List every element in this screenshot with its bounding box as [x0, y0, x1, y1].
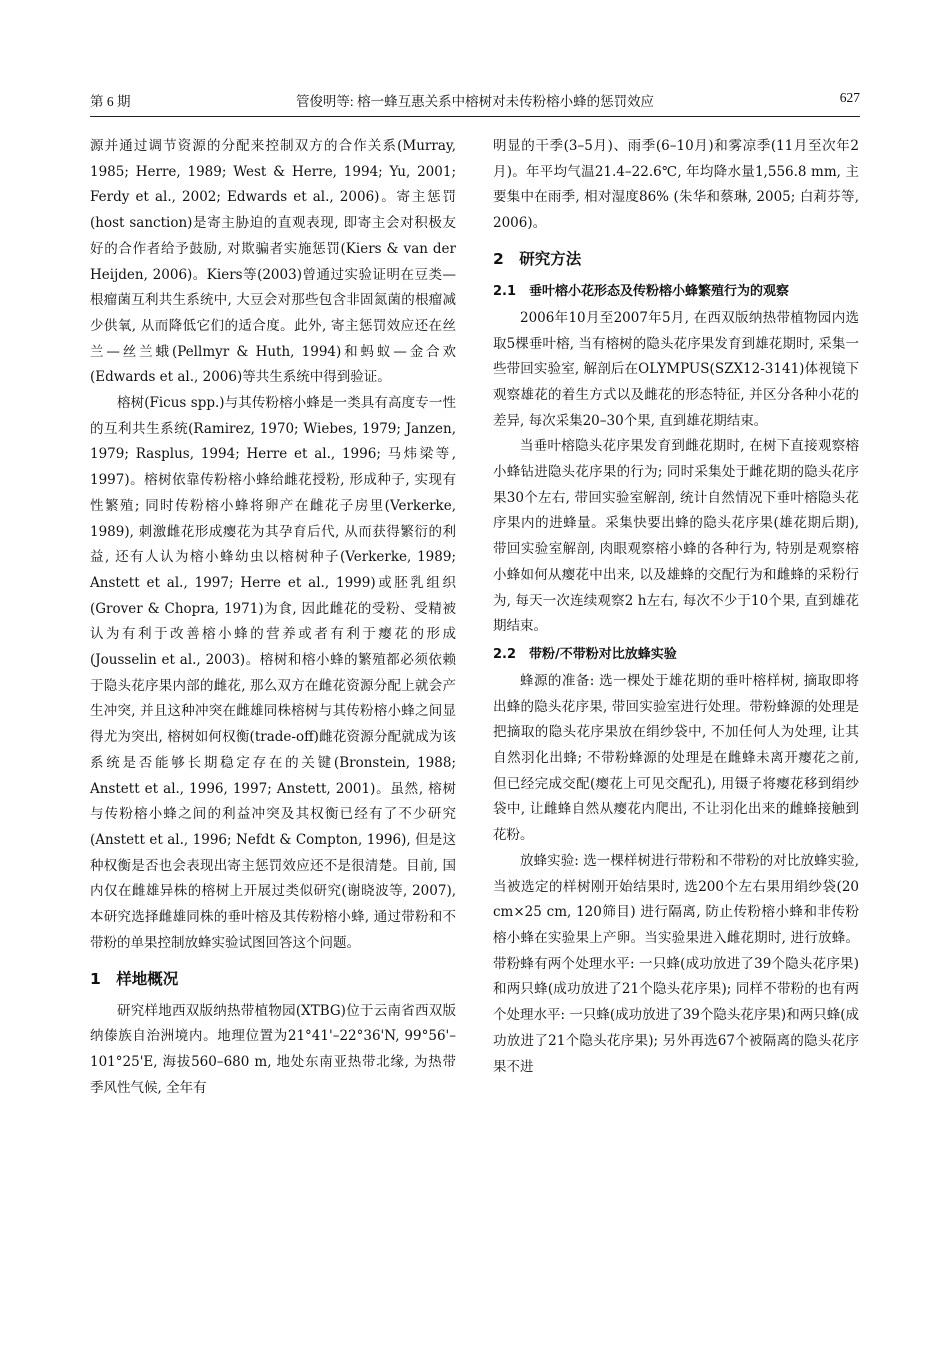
running-title: 管俊明等: 榕一蜂互惠关系中榕树对未传粉榕小蜂的惩罚效应: [295, 94, 655, 109]
paragraph: 放蜂实验: 选一棵样树进行带粉和不带粉的对比放蜂实验, 当被选定的样树刚开始结果时, 选200个左右果用绢纱袋(20 cm×25 cm, 120筛目) 进行隔离, 防止传粉榕小蜂和非传粉榕小蜂在实验果上产卵。当实验果进入雌花期时, 进行放蜂。带粉蜂有两个处理水平: 一只蜂(成功放进了39个隐头花序果)和两只蜂(成功放进了21个隐头花序果); 同样不带粉的也有两个处理水平: 一只蜂(成功放进了39个隐头花序果)和两只蜂(成功放进了21个隐头花序果); 另外再选67个被隔离的隐头花序果不进: [493, 852, 859, 1075]
paragraph: 榕树(Ficus spp.)与其传粉榕小蜂是一类具有高度专一性的互利共生系统(Ramirez, 1970; Wiebes, 1979; Janzen, 1979; Rasplus, 1994; Herre et al., 1996; 马炜梁等, 1997)。榕树依靠传粉榕小蜂给雌花授粉, 形成种子, 实现有性繁殖; 同时传粉榕小蜂将卵产在雌花子房里(Verkerke, 1989), 刺激雌花形成瘿花为其孕育后代, 从而获得繁衍的利益, 还有人认为榕小蜂幼虫以榕树种子(Verkerke, 1989; Anstett et al., 1997; Herre et al., 1999)或胚乳组织(Grover & Chopra, 1971)为食, 因此雌花的受粉、受精被认为有利于改善榕小蜂的营养或者有利于瘿花的形成(Jousselin et al., 2003)。榕树和榕小蜂的繁殖都必须依赖于隐头花序果内部的雌花, 那么双方在雌花资源分配上就会产生冲突, 并且这种冲突在雌雄同株榕树与其传粉榕小蜂之间显得尤为突出, 榕树如何权衡(trade-off)雌花资源分配就成为该系统是否能够长期稳定存在的关键(Bronstein, 1988; Anstett et al., 1996, 1997; Anstett, 2001)。虽然, 榕树与传粉榕小蜂之间的利益冲突及其权衡已经有了不少研究(Anstett et al., 1996; Nefdt & Compton, 1996), 但是这种权衡是否也会表现出寄主惩罚效应还不是很清楚。目前, 国内仅在雌雄异株的榕树上开展过类似研究(谢晓波等, 2007), 本研究选择雌雄同株的垂叶榕及其传粉榕小蜂, 通过带粉和不带粉的单果控制放蜂实验试图回答这个问题。: [90, 395, 456, 951]
paragraph: 2006年10月至2007年5月, 在西双版纳热带植物园内选取5棵垂叶榕, 当有榕树的隐头花序果发育到雄花期时, 采集一些带回实验室, 解剖后在OLYMPUS(SZX12-3141)体视镜下观察雄花的着生方式以及雌花的形态特征, 并区分各种小花的差异, 每次采集20–30个果, 直到雄花期结束。: [493, 309, 859, 429]
section-heading: 2 研究方法: [493, 249, 582, 268]
right-column: [493, 134, 859, 1080]
header-rule: [90, 116, 860, 117]
paragraph: 明显的干季(3–5月)、雨季(6–10月)和雾凉季(11月至次年2月)。年平均气温21.4–22.6℃, 年均降水量1,556.8 mm, 主要集中在雨季, 相对湿度86% (朱华和蔡琳, 2005; 白莉芬等, 2006)。: [493, 138, 859, 232]
subsection-heading: 2.2 带粉/不带粉对比放蜂实验: [493, 646, 677, 662]
left-column: [90, 134, 456, 1101]
page-number: 627: [839, 90, 860, 105]
subsection-heading: 2.1 垂叶榕小花形态及传粉榕小蜂繁殖行为的观察: [493, 283, 790, 299]
paragraph: 源并通过调节资源的分配来控制双方的合作关系(Murray, 1985; Herre, 1989; West & Herre, 1994; Yu, 2001; Ferdy et al., 2002; Edwards et al., 2006)。寄主惩罚(host sanction)是寄主胁迫的直观表现, 即寄主会对积极友好的合作者给予鼓励, 对欺骗者实施惩罚(Kiers & van der Heijden, 2006)。Kiers等(2003)曾通过实验证明在豆类—根瘤菌互利共生系统中, 大豆会对那些包含非固氮菌的根瘤减少供氧, 从而降低它们的适合度。此外, 寄主惩罚效应还在丝兰—丝兰蛾(Pellmyr & Huth, 1994)和蚂蚁—金合欢(Edwards et al., 2006)等共生系统中得到验证。: [90, 138, 456, 386]
paragraph: 当垂叶榕隐头花序果发育到雌花期时, 在树下直接观察榕小蜂钻进隐头花序果的行为; 同时采集处于雌花期的隐头花序果30个左右, 带回实验室解剖, 统计自然情况下垂叶榕隐头花序果内的进蜂量。采集快要出蜂的隐头花序果(雄花期后期), 带回实验室解剖, 肉眼观察榕小蜂的各种行为, 特别是观察榕小蜂如何从瘿花中出来, 以及雄蜂的交配行为和雌蜂的采粉行为, 每天一次连续观察2 h左右, 每次不少于10个果, 直到雄花期结束。: [493, 438, 859, 635]
paragraph: 研究样地西双版纳热带植物园(XTBG)位于云南省西双版纳傣族自治洲境内。地理位置为21°41'–22°36'N, 99°56'–101°25'E, 海拔560–680 m, 地处东南亚热带北缘, 为热带季风性气候, 全年有: [90, 1002, 456, 1096]
section-heading: 1 样地概况: [90, 969, 179, 988]
paragraph: 蜂源的准备: 选一棵处于雄花期的垂叶榕样树, 摘取即将出蜂的隐头花序果, 带回实验室进行处理。带粉蜂源的处理是把摘取的隐头花序果放在绢纱袋中, 不加任何人为处理, 让其自然羽化出蜂; 不带粉蜂源的处理是在雌蜂未离开瘿花之前, 但已经完成交配(瘿花上可见交配孔), 用镊子将瘿花移到绢纱袋中, 让雌蜂自然从瘿花内爬出, 不让羽化出来的雌蜂接触到花粉。: [493, 672, 859, 844]
issue-number: 第 6 期: [90, 94, 131, 109]
running-header: [90, 90, 860, 112]
